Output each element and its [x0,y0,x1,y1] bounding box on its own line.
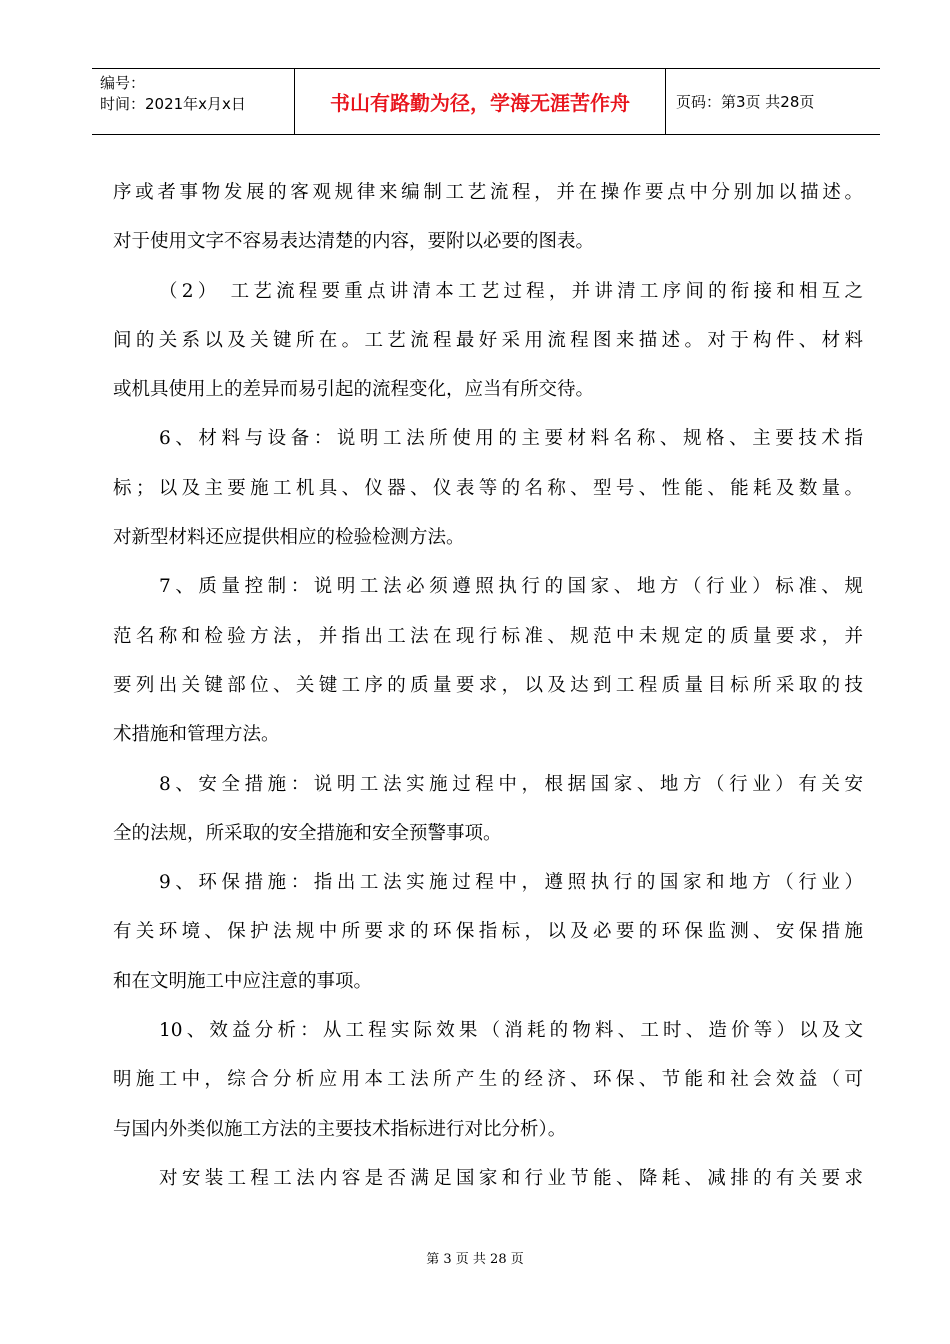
body-line: 6、材料与设备：说明工法所使用的主要材料名称、规格、主要技术指 [159,428,863,450]
document-body [113,168,863,1203]
body-line: （2） 工艺流程要重点讲清本工艺过程，并讲清工序间的衔接和相互之 [159,280,863,302]
page-label: 页码：第3页 共28页 [676,93,815,111]
motto-text: 书山有路勤为径，学海无涯苦作舟 [330,91,630,115]
body-line: 8、安全措施：说明工法实施过程中，根据国家、地方（行业）有关安 [159,773,863,795]
body-line: 对安装工程工法内容是否满足国家和行业节能、降耗、减排的有关要求 [159,1167,863,1189]
header-motto [294,69,666,134]
body-line: 9、环保措施：指出工法实施过程中，遵照执行的国家和地方（行业） [159,872,863,894]
body-line: 和在文明施工中应注意的事项。 [113,970,373,992]
body-line: 有关环境、保护法规中所要求的环保指标，以及必要的环保监测、安保措施 [113,921,863,943]
body-line: 或机具使用上的差异而易引起的流程变化，应当有所交待。 [113,379,595,401]
number-label: 编号： [100,74,146,92]
body-line: 7、质量控制：说明工法必须遵照执行的国家、地方（行业）标准、规 [159,576,863,598]
body-line: 10、效益分析：从工程实际效果（消耗的物料、工时、造价等）以及文 [159,1020,863,1042]
body-line: 间的关系以及关键所在。工艺流程最好采用流程图来描述。对于构件、材料 [113,329,863,351]
body-line: 要列出关键部位、关键工序的质量要求，以及达到工程质量目标所采取的技 [113,674,863,696]
header-meta [92,69,294,134]
body-line: 与国内外类似施工方法的主要技术指标进行对比分析）。 [113,1118,567,1140]
header-page-info [666,69,880,134]
body-line: 对新型材料还应提供相应的检验检测方法。 [113,527,465,549]
body-line: 全的法规，所采取的安全措施和安全预警事项。 [113,822,502,844]
time-label: 时间：2021年x月x日 [100,95,246,113]
body-line: 范名称和检验方法，并指出工法在现行标准、规范中未规定的质量要求，并 [113,625,863,647]
body-line: 标；以及主要施工机具、仪器、仪表等的名称、型号、性能、能耗及数量。 [113,477,863,499]
body-line: 序或者事物发展的客观规律来编制工艺流程，并在操作要点中分别加以描述。 [113,182,863,203]
footer-page-number: 第 3 页 共 28 页 [426,1252,524,1267]
body-line: 对于使用文字不容易表达清楚的内容，要附以必要的图表。 [113,231,595,253]
page-footer [0,1248,950,1267]
page-header [92,68,880,135]
body-line: 明施工中，综合分析应用本工法所产生的经济、环保、节能和社会效益（可 [113,1069,863,1091]
body-line: 术措施和管理方法。 [113,724,280,746]
